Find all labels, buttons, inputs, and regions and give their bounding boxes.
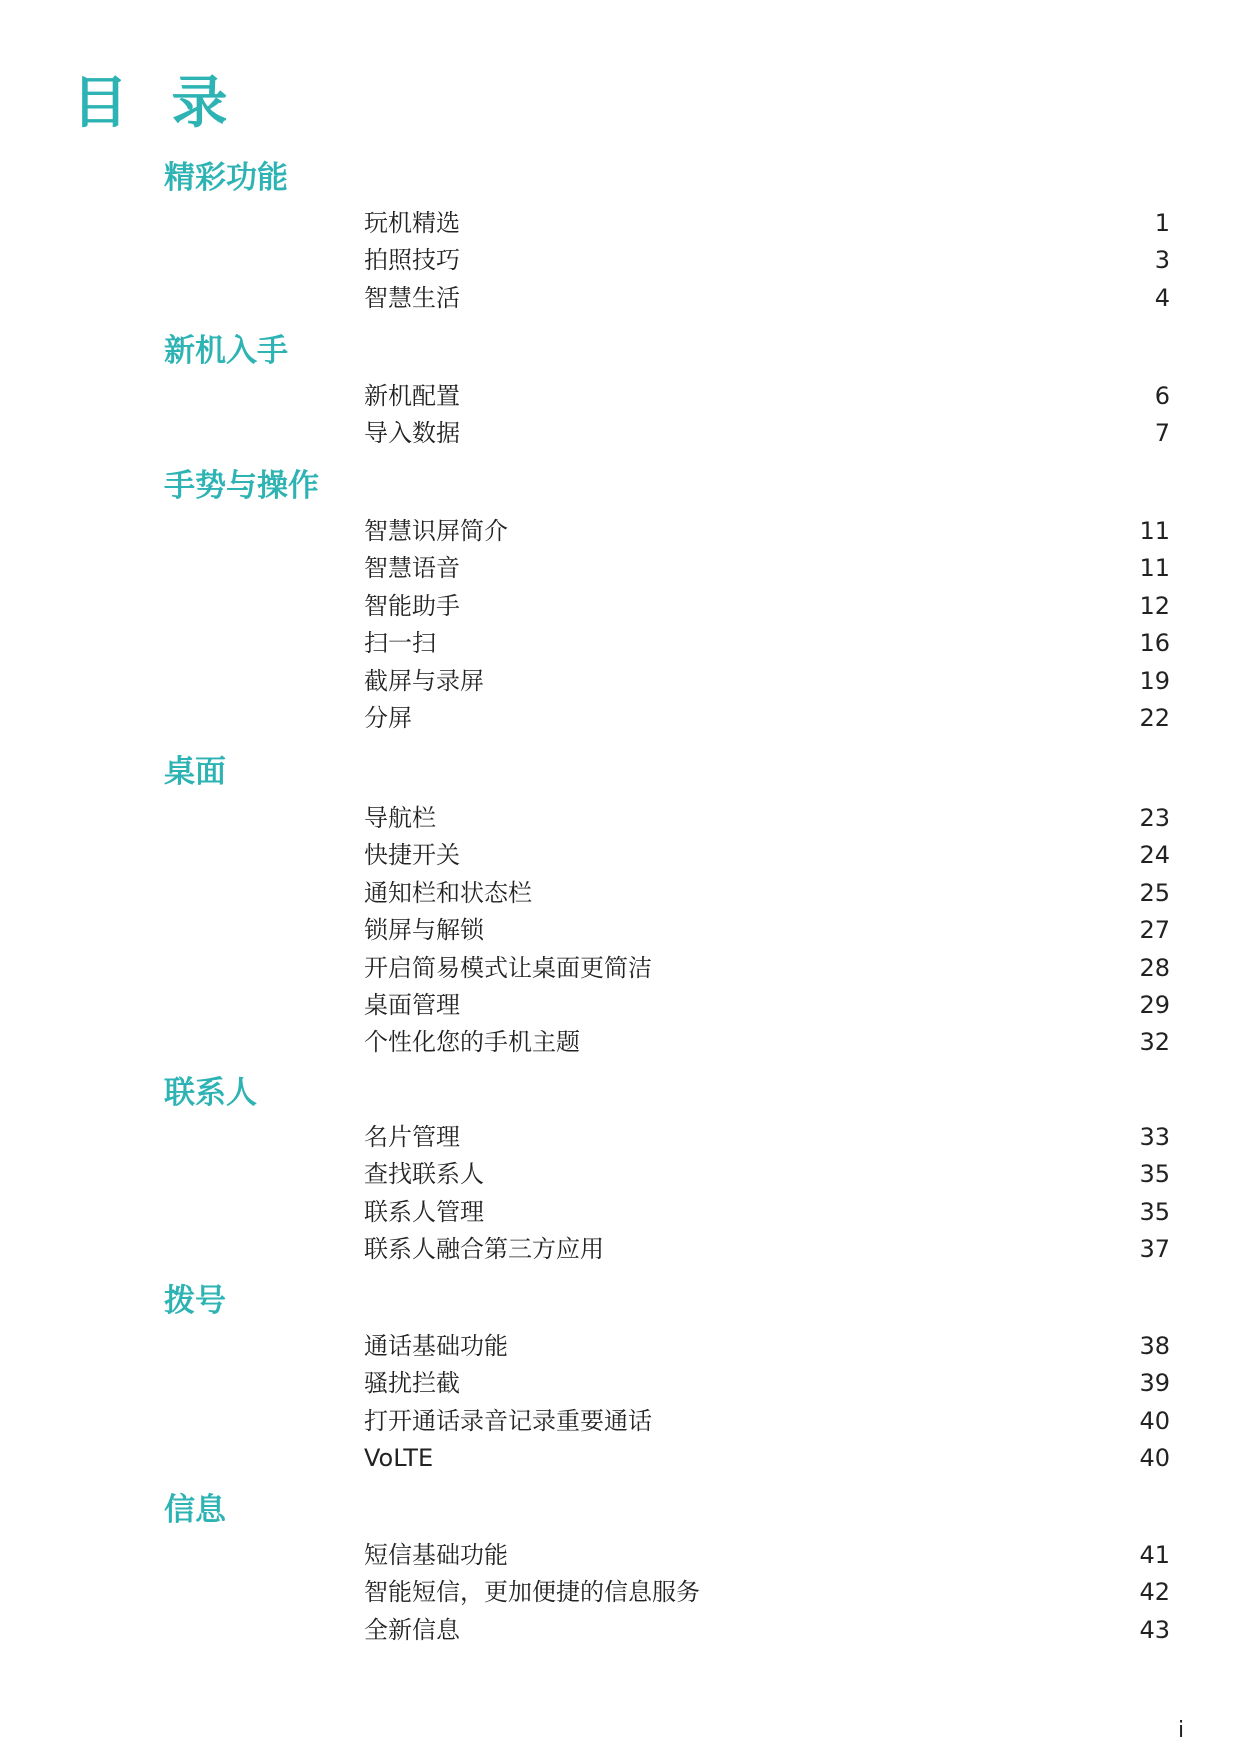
toc-entry[interactable]	[364, 912, 1170, 948]
toc-entry-page-number: 42	[1139, 1578, 1170, 1606]
toc-entry-label: 联系人融合第三方应用	[364, 1235, 604, 1263]
toc-entry-page-number: 22	[1139, 704, 1170, 732]
toc-entry[interactable]	[364, 1365, 1170, 1401]
toc-entry-page-number: 4	[1154, 284, 1170, 312]
toc-entry-label: 短信基础功能	[364, 1541, 508, 1569]
toc-entry[interactable]	[364, 1156, 1170, 1192]
toc-entry-label: 拍照技巧	[364, 246, 460, 274]
toc-entry-label: 桌面管理	[364, 991, 460, 1019]
toc-entry-page-number: 40	[1139, 1444, 1170, 1472]
toc-entry[interactable]	[364, 280, 1170, 316]
toc-entry-label: 骚扰拦截	[364, 1369, 460, 1397]
toc-entry[interactable]	[364, 700, 1170, 736]
section-title: 桌面	[164, 754, 226, 790]
toc-entry-label: 快捷开关	[364, 841, 460, 869]
toc-entry[interactable]	[364, 950, 1170, 986]
toc-entry-label: 截屏与录屏	[364, 667, 484, 695]
toc-entry-page-number: 39	[1139, 1369, 1170, 1397]
toc-entry-page-number: 29	[1139, 991, 1170, 1019]
toc-entry[interactable]	[364, 837, 1170, 873]
toc-entry[interactable]	[364, 663, 1170, 699]
toc-entry-page-number: 7	[1154, 419, 1170, 447]
toc-entry-page-number: 12	[1139, 592, 1170, 620]
toc-entry-page-number: 16	[1139, 629, 1170, 657]
toc-entry-label: 扫一扫	[364, 629, 436, 657]
toc-entry-page-number: 43	[1139, 1616, 1170, 1644]
toc-entry-page-number: 11	[1139, 517, 1170, 545]
toc-entry[interactable]	[364, 987, 1170, 1023]
toc-entry-page-number: 28	[1139, 954, 1170, 982]
toc-entry[interactable]	[364, 1537, 1170, 1573]
section-title: 手势与操作	[164, 468, 319, 504]
toc-entry-label: 开启简易模式让桌面更简洁	[364, 954, 652, 982]
toc-entry[interactable]	[364, 875, 1170, 911]
toc-entry[interactable]	[364, 513, 1170, 549]
toc-entry-page-number: 19	[1139, 667, 1170, 695]
toc-entry-label: 查找联系人	[364, 1160, 484, 1188]
page-number: i	[1178, 1718, 1185, 1743]
toc-entry[interactable]	[364, 1194, 1170, 1230]
toc-entry[interactable]	[364, 1231, 1170, 1267]
toc-entry-label: 锁屏与解锁	[364, 916, 484, 944]
toc-entry-label: 联系人管理	[364, 1198, 484, 1226]
toc-entry-page-number: 37	[1139, 1235, 1170, 1263]
toc-entry-label: 玩机精选	[364, 209, 460, 237]
toc-entry[interactable]	[364, 1119, 1170, 1155]
section-title: 联系人	[164, 1075, 257, 1111]
toc-entry-page-number: 3	[1154, 246, 1170, 274]
toc-entry-page-number: 1	[1154, 209, 1170, 237]
toc-entry[interactable]	[364, 1440, 1170, 1476]
toc-entry-label: 新机配置	[364, 382, 460, 410]
toc-entry-label: 智慧识屏简介	[364, 517, 508, 545]
toc-entry[interactable]	[364, 1024, 1170, 1060]
toc-entry[interactable]	[364, 378, 1170, 414]
toc-entry-label: 全新信息	[364, 1616, 460, 1644]
toc-entry[interactable]	[364, 1403, 1170, 1439]
toc-entry-label: VoLTE	[364, 1444, 434, 1472]
toc-entry-page-number: 24	[1139, 841, 1170, 869]
toc-entry[interactable]	[364, 800, 1170, 836]
toc-entry-page-number: 35	[1139, 1160, 1170, 1188]
toc-entry-label: 通话基础功能	[364, 1332, 508, 1360]
toc-entry-label: 导航栏	[364, 804, 436, 832]
toc-entry-page-number: 32	[1139, 1028, 1170, 1056]
toc-entry-label: 智慧语音	[364, 554, 460, 582]
toc-entry-page-number: 40	[1139, 1407, 1170, 1435]
page-title: 目 录	[72, 71, 240, 136]
section-title: 新机入手	[164, 333, 288, 369]
toc-entry[interactable]	[364, 242, 1170, 278]
toc-entry-page-number: 23	[1139, 804, 1170, 832]
toc-entry-page-number: 25	[1139, 879, 1170, 907]
toc-entry-page-number: 35	[1139, 1198, 1170, 1226]
section-title: 拨号	[164, 1283, 226, 1319]
toc-entry-label: 通知栏和状态栏	[364, 879, 532, 907]
toc-entry-label: 名片管理	[364, 1123, 460, 1151]
toc-entry[interactable]	[364, 625, 1170, 661]
toc-entry[interactable]	[364, 205, 1170, 241]
toc-entry[interactable]	[364, 1574, 1170, 1610]
section-title: 精彩功能	[164, 160, 288, 196]
section-title: 信息	[164, 1492, 226, 1528]
toc-entry-label: 个性化您的手机主题	[364, 1028, 580, 1056]
toc-entry-page-number: 38	[1139, 1332, 1170, 1360]
toc-entry-page-number: 11	[1139, 554, 1170, 582]
toc-entry-page-number: 41	[1139, 1541, 1170, 1569]
toc-entry-page-number: 6	[1154, 382, 1170, 410]
toc-entry-page-number: 33	[1139, 1123, 1170, 1151]
toc-entry-label: 智能短信，更加便捷的信息服务	[364, 1578, 700, 1606]
toc-entry[interactable]	[364, 550, 1170, 586]
toc-entry[interactable]	[364, 415, 1170, 451]
toc-entry[interactable]	[364, 1612, 1170, 1648]
toc-entry-page-number: 27	[1139, 916, 1170, 944]
toc-entry-label: 分屏	[364, 704, 412, 732]
toc-entry-label: 智能助手	[364, 592, 460, 620]
toc-entry-label: 导入数据	[364, 419, 460, 447]
toc-entry[interactable]	[364, 588, 1170, 624]
toc-entry-label: 智慧生活	[364, 284, 460, 312]
toc-entry[interactable]	[364, 1328, 1170, 1364]
toc-entry-label: 打开通话录音记录重要通话	[364, 1407, 652, 1435]
